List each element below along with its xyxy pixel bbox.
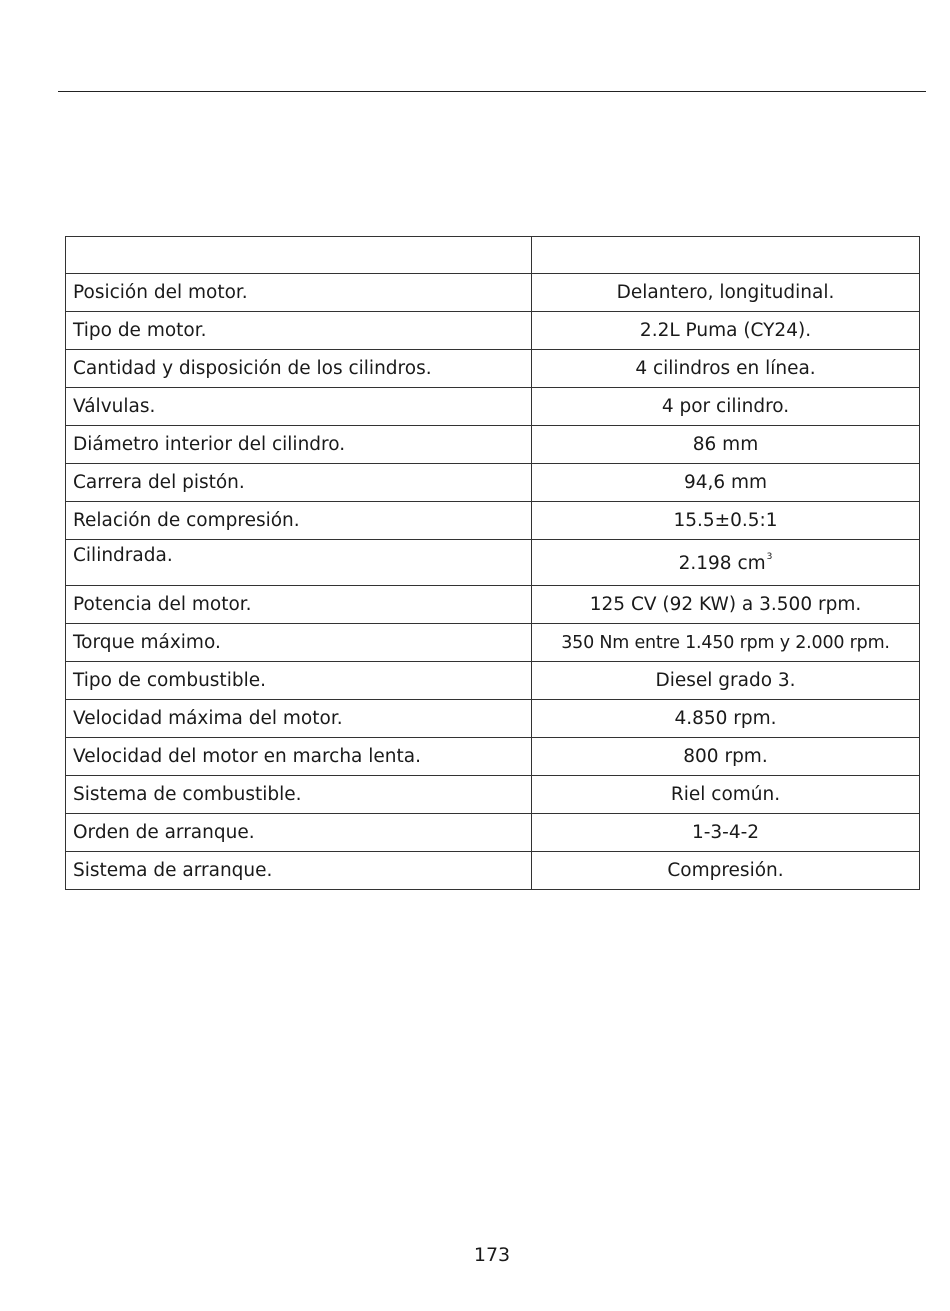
row-value: 1-3-4-2 [532,814,920,852]
table-header-row [66,237,920,274]
row-value: 15.5±0.5:1 [532,502,920,540]
cubic-superscript: 3 [766,552,773,562]
row-value: Diesel grado 3. [532,662,920,700]
row-label: Posición del motor. [66,274,532,312]
row-label: Tipo de motor. [66,312,532,350]
header-cell-right [532,237,920,274]
row-label: Sistema de arranque. [66,852,532,890]
row-label: Torque máximo. [66,624,532,662]
table-row [66,624,920,662]
engine-spec-table [65,236,920,890]
row-value: 86 mm [532,426,920,464]
row-value: 800 rpm. [532,738,920,776]
row-value: 350 Nm entre 1.450 rpm y 2.000 rpm. [532,624,920,662]
table-row [66,776,920,814]
row-value [532,540,920,586]
row-value: 125 CV (92 KW) a 3.500 rpm. [532,586,920,624]
table-row [66,350,920,388]
table-row [66,312,920,350]
table-row [66,852,920,890]
table-row [66,586,920,624]
table-row [66,738,920,776]
row-value: 4 cilindros en línea. [532,350,920,388]
table-row [66,502,920,540]
row-label: Cilindrada. [66,540,532,586]
table-row [66,388,920,426]
row-label: Válvulas. [66,388,532,426]
row-label: Tipo de combustible. [66,662,532,700]
row-value: 4 por cilindro. [532,388,920,426]
header-cell-left [66,237,532,274]
table-row [66,464,920,502]
row-label: Potencia del motor. [66,586,532,624]
row-value: 2.2L Puma (CY24). [532,312,920,350]
row-label: Velocidad del motor en marcha lenta. [66,738,532,776]
page-number: 173 [473,1244,511,1266]
row-label: Orden de arranque. [66,814,532,852]
header-rule [58,91,926,92]
table-row [66,540,920,586]
table-row [66,814,920,852]
row-value: Compresión. [532,852,920,890]
displacement-value: 2.198 cm [678,553,766,574]
row-label: Carrera del pistón. [66,464,532,502]
row-value: Riel común. [532,776,920,814]
table-row [66,426,920,464]
row-value: 4.850 rpm. [532,700,920,738]
row-label: Velocidad máxima del motor. [66,700,532,738]
row-label: Cantidad y disposición de los cilindros. [66,350,532,388]
row-label: Relación de compresión. [66,502,532,540]
row-label: Sistema de combustible. [66,776,532,814]
table-row [66,662,920,700]
table-row [66,274,920,312]
row-value: Delantero, longitudinal. [532,274,920,312]
row-label: Diámetro interior del cilindro. [66,426,532,464]
row-value: 94,6 mm [532,464,920,502]
table-row [66,700,920,738]
